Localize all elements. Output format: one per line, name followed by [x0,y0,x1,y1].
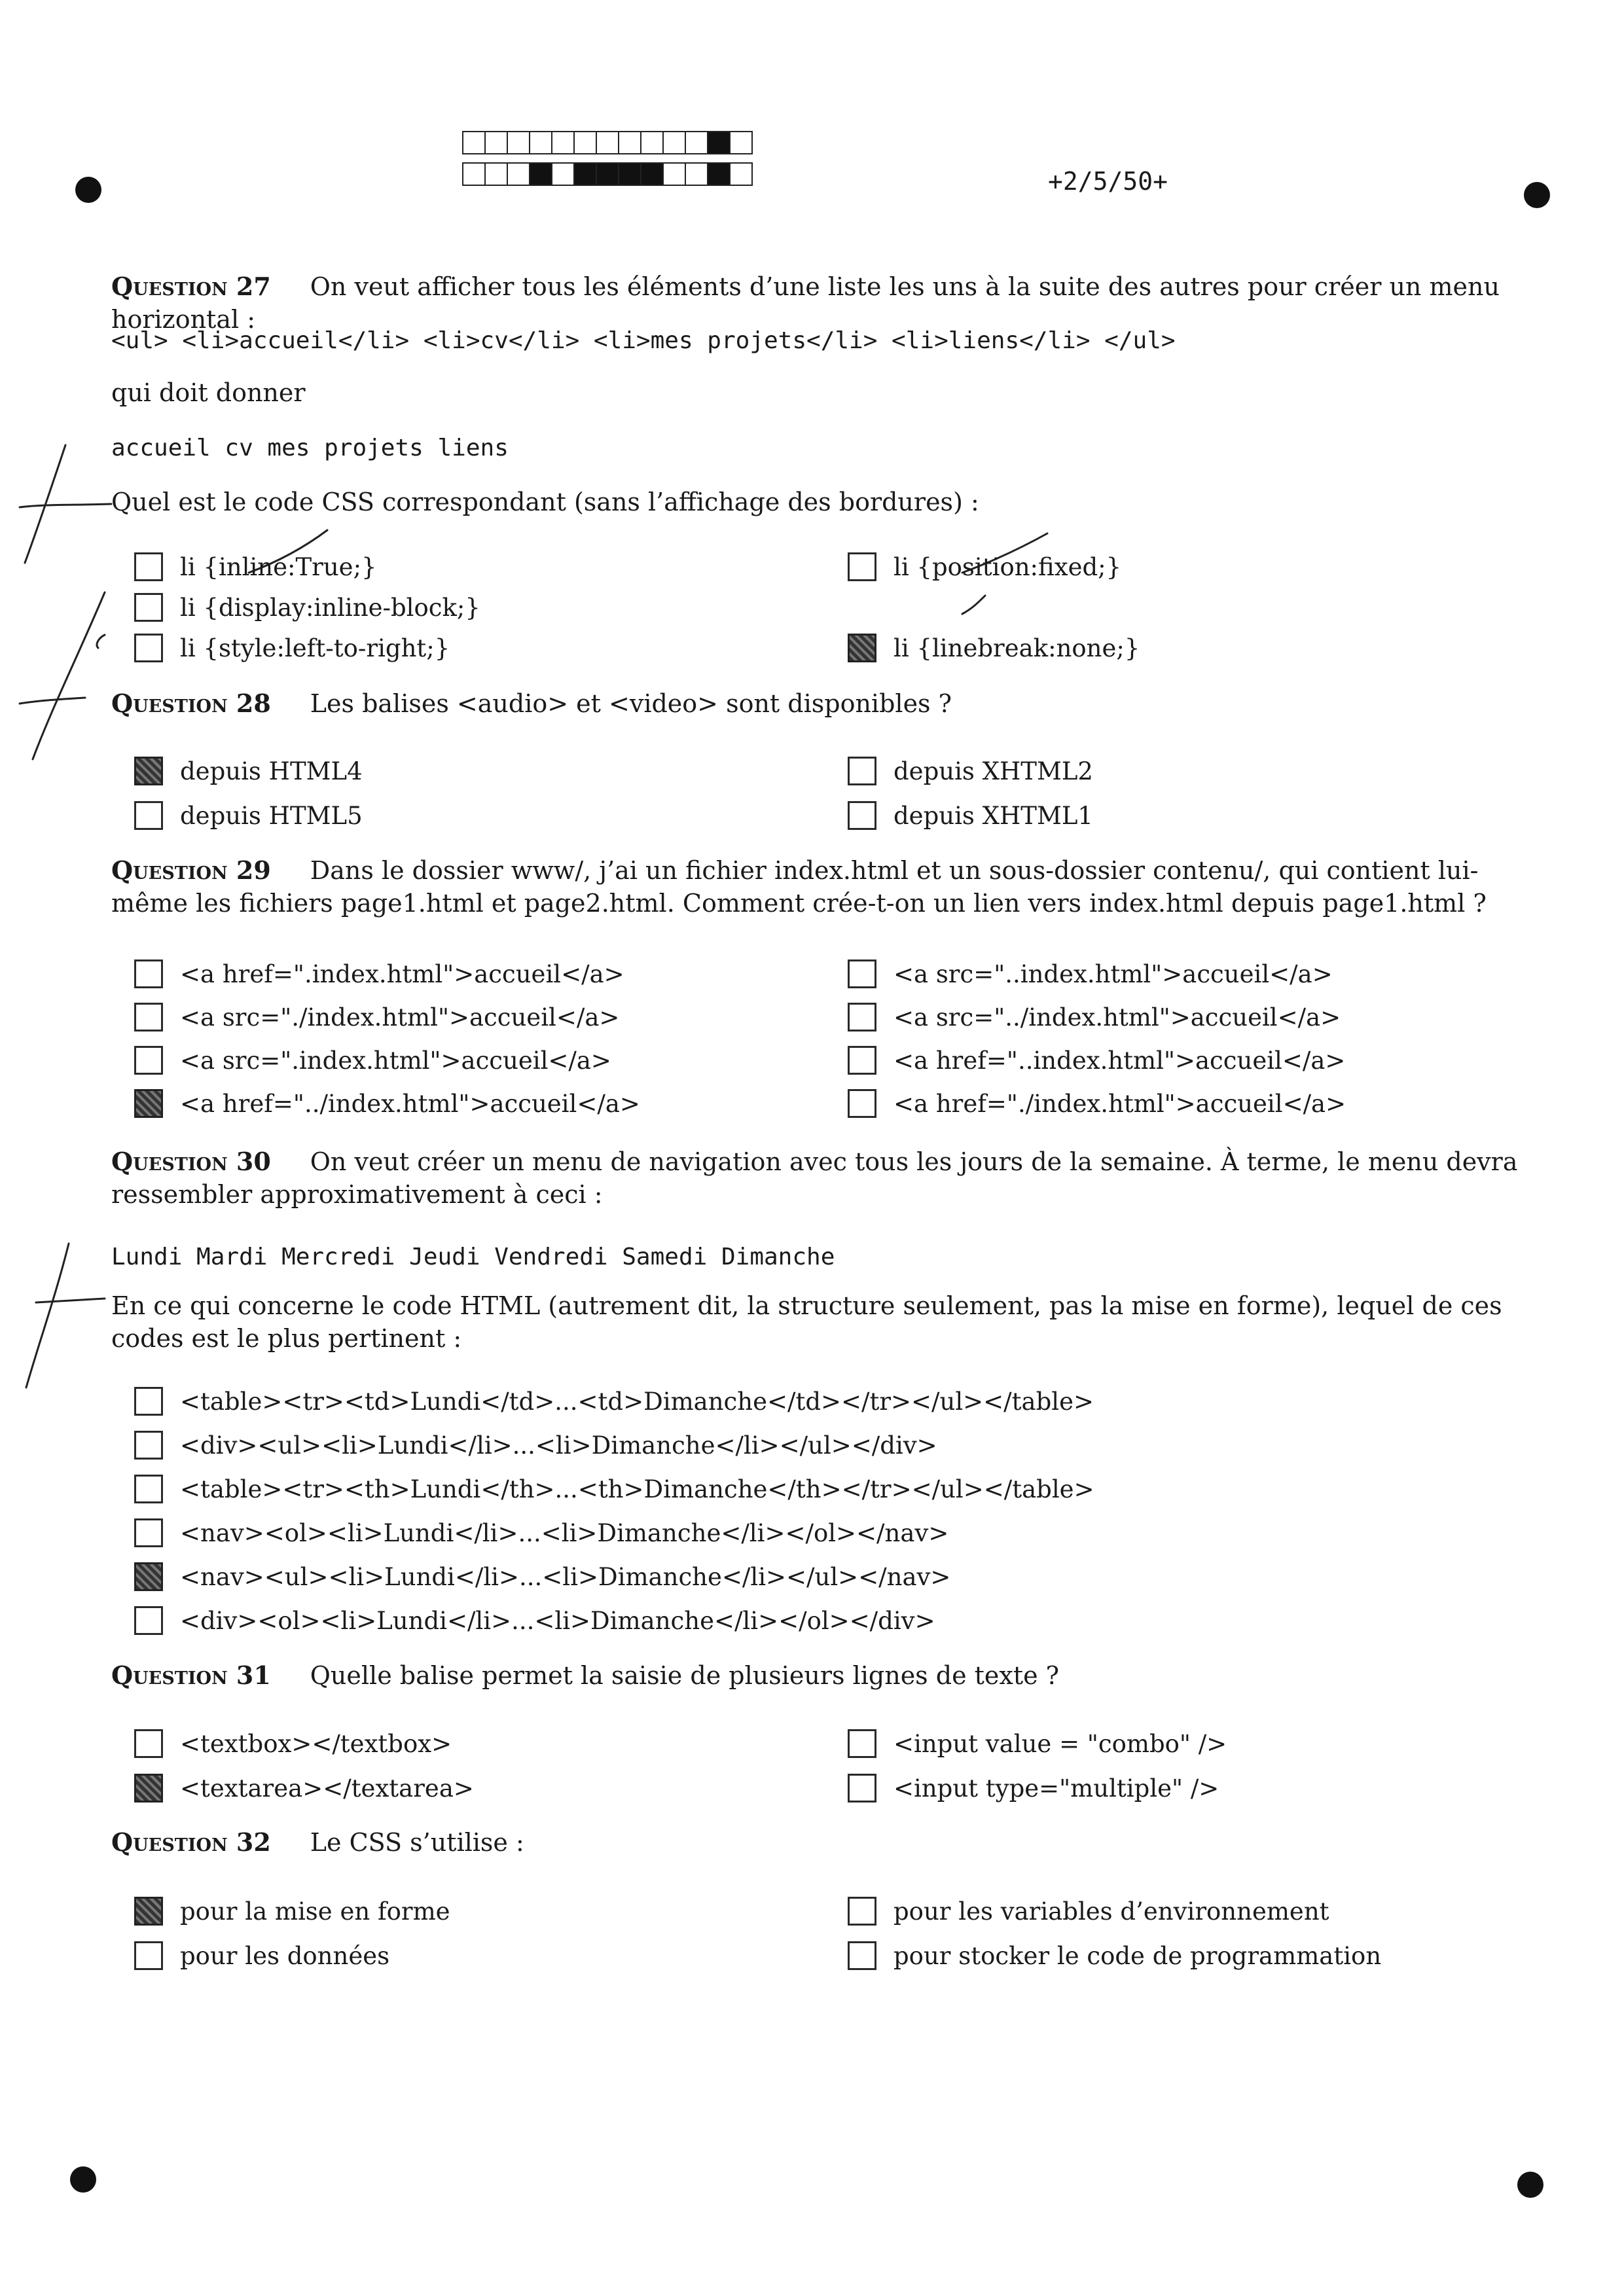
q31-option-4[interactable] [848,1771,1219,1805]
answer-checkbox[interactable] [134,960,163,988]
option-label: <a src="../index.html">accueil</a> [893,1003,1341,1031]
option-label: <a href="..index.html">accueil</a> [893,1046,1346,1075]
q27-option-3[interactable] [134,631,450,665]
option-label: depuis HTML4 [180,757,363,785]
answer-checkbox[interactable] [848,1897,876,1926]
q30-option-4[interactable] [134,1516,948,1550]
q29-option-8[interactable] [848,1086,1346,1121]
option-label: li {display:inline-block;} [180,593,480,622]
question-number: Question 27 [111,272,271,301]
question-text: Dans le dossier www/, j’ai un fichier index.html et un sous-dossier contenu/, qui contient lui-même les fichiers page1.html et page2.html. Comment crée-t-on un lien vers index.html depuis page1.html ? [111,856,1487,918]
option-label: <a src="..index.html">accueil</a> [893,960,1333,988]
q32-option-1[interactable] [134,1894,450,1928]
q28-option-3[interactable] [848,754,1093,788]
question-number: Question 32 [111,1827,271,1857]
q31-option-3[interactable] [848,1727,1227,1761]
option-label: <nav><ul><li>Lundi</li>...<li>Dimanche</li></ul></nav> [180,1562,951,1591]
q30-example: Lundi Mardi Mercredi Jeudi Vendredi Samedi Dimanche [111,1244,835,1270]
q30-option-6[interactable] [134,1604,935,1638]
option-label: depuis HTML5 [180,801,363,830]
option-label: <table><tr><td>Lundi</td>...<td>Dimanche</td></tr></ul></table> [180,1387,1094,1416]
q31-option-1[interactable] [134,1727,452,1761]
q27-code: <ul> <li>accueil</li> <li>cv</li> <li>mes projets</li> <li>liens</li> </ul> [111,327,1176,354]
question-text: Le CSS s’utilise : [310,1828,524,1857]
q32-option-3[interactable] [848,1894,1329,1928]
q30-option-3[interactable] [134,1472,1094,1506]
q32-option-2[interactable] [134,1939,389,1973]
question-number: Question 30 [111,1147,271,1176]
q27-result-label: qui doit donner [111,378,306,407]
question-27 [111,270,1519,336]
q29-option-3[interactable] [134,1043,611,1077]
answer-checkbox[interactable] [134,1475,163,1503]
answer-checkbox[interactable] [134,1562,163,1591]
q30-option-5[interactable] [134,1560,950,1594]
option-label: depuis XHTML2 [893,757,1093,785]
q30-option-1[interactable] [134,1384,1094,1418]
option-label: <div><ul><li>Lundi</li>...<li>Dimanche</li></ul></div> [180,1431,937,1460]
answer-checkbox[interactable] [848,1089,876,1118]
option-label: pour les données [180,1941,390,1970]
q29-option-6[interactable] [848,1000,1341,1034]
q27-result: accueil cv mes projets liens [111,435,509,461]
option-label: pour la mise en forme [180,1897,450,1926]
answer-checkbox[interactable] [848,1729,876,1758]
question-text: On veut créer un menu de navigation avec tous les jours de la semaine. À terme, le menu devra ressembler approximativement à ceci : [111,1147,1518,1209]
q30-option-2[interactable] [134,1428,937,1462]
q27-option-1[interactable] [134,550,377,584]
q28-option-1[interactable] [134,754,363,788]
question-28 [111,687,1519,720]
answer-checkbox[interactable] [848,634,876,662]
answer-checkbox[interactable] [134,1774,163,1803]
answer-checkbox[interactable] [134,1606,163,1635]
question-31 [111,1659,1519,1692]
answer-checkbox[interactable] [848,960,876,988]
q29-option-7[interactable] [848,1043,1345,1077]
answer-checkbox[interactable] [134,593,163,622]
q31-option-2[interactable] [134,1771,474,1805]
option-label: <textarea></textarea> [180,1774,474,1803]
answer-checkbox[interactable] [134,1897,163,1926]
q29-option-4[interactable] [134,1086,640,1121]
q27-option-2[interactable] [134,590,480,624]
option-label: li {style:left-to-right;} [180,634,450,662]
question-text: On veut afficher tous les éléments d’une liste les uns à la suite des autres pour créer un menu horizontal : [111,272,1500,334]
question-29 [111,854,1519,920]
answer-checkbox[interactable] [134,1431,163,1460]
answer-checkbox[interactable] [134,1089,163,1118]
option-label: <nav><ol><li>Lundi</li>...<li>Dimanche</li></ol></nav> [180,1518,949,1547]
question-number: Question 31 [111,1660,271,1690]
page-id: +2/5/50+ [1048,167,1168,196]
q29-option-1[interactable] [134,957,624,991]
q28-option-4[interactable] [848,798,1093,833]
q32-option-4[interactable] [848,1939,1381,1973]
option-label: depuis XHTML1 [893,801,1093,830]
option-label: pour stocker le code de programmation [893,1941,1382,1970]
q27-option-4[interactable] [848,550,1121,584]
answer-checkbox[interactable] [134,1387,163,1416]
q30-prompt: En ce qui concerne le code HTML (autrement dit, la structure seulement, pas la mise en forme), lequel de ces codes est le plus pertinent : [111,1291,1502,1353]
answer-checkbox[interactable] [848,801,876,830]
option-label: <textbox></textbox> [180,1729,452,1758]
option-label: <a href=".index.html">accueil</a> [180,960,624,988]
option-label: li {linebreak:none;} [893,634,1140,662]
option-label: li {inline:True;} [180,552,377,581]
option-label: <a href="../index.html">accueil</a> [180,1089,640,1118]
q27-option-5[interactable] [848,631,1140,665]
answer-checkbox[interactable] [848,1774,876,1803]
answer-checkbox[interactable] [134,1003,163,1031]
option-label: pour les variables d’environnement [893,1897,1329,1926]
option-label: <div><ol><li>Lundi</li>...<li>Dimanche</li></ol></div> [180,1606,935,1635]
question-32 [111,1826,1519,1859]
question-number: Question 28 [111,689,271,718]
q29-option-2[interactable] [134,1000,619,1034]
q29-option-5[interactable] [848,957,1333,991]
question-text: Les balises <audio> et <video> sont disponibles ? [310,689,952,718]
answer-checkbox[interactable] [134,1941,163,1970]
option-label: <input type="multiple" /> [893,1774,1219,1803]
option-label: <input value = "combo" /> [893,1729,1227,1758]
answer-checkbox[interactable] [134,1729,163,1758]
answer-checkbox[interactable] [848,757,876,785]
answer-checkbox[interactable] [134,1046,163,1075]
answer-checkbox[interactable] [134,757,163,785]
q27-prompt: Quel est le code CSS correspondant (sans l’affichage des bordures) : [111,488,979,516]
option-label: <a src="./index.html">accueil</a> [180,1003,620,1031]
answer-checkbox[interactable] [848,552,876,581]
answer-checkbox[interactable] [134,552,163,581]
option-label: li {position:fixed;} [893,552,1122,581]
question-number: Question 29 [111,855,271,885]
answer-checkbox[interactable] [134,1518,163,1547]
answer-checkbox[interactable] [134,801,163,830]
answer-checkbox[interactable] [848,1003,876,1031]
answer-checkbox[interactable] [848,1941,876,1970]
question-30 [111,1145,1519,1211]
q28-option-2[interactable] [134,798,363,833]
option-label: <a href="./index.html">accueil</a> [893,1089,1346,1118]
option-label: <a src=".index.html">accueil</a> [180,1046,611,1075]
question-text: Quelle balise permet la saisie de plusieurs lignes de texte ? [310,1661,1060,1690]
option-label: <table><tr><th>Lundi</th>...<th>Dimanche</th></tr></ul></table> [180,1475,1094,1503]
answer-checkbox[interactable] [848,1046,876,1075]
answer-checkbox[interactable] [134,634,163,662]
